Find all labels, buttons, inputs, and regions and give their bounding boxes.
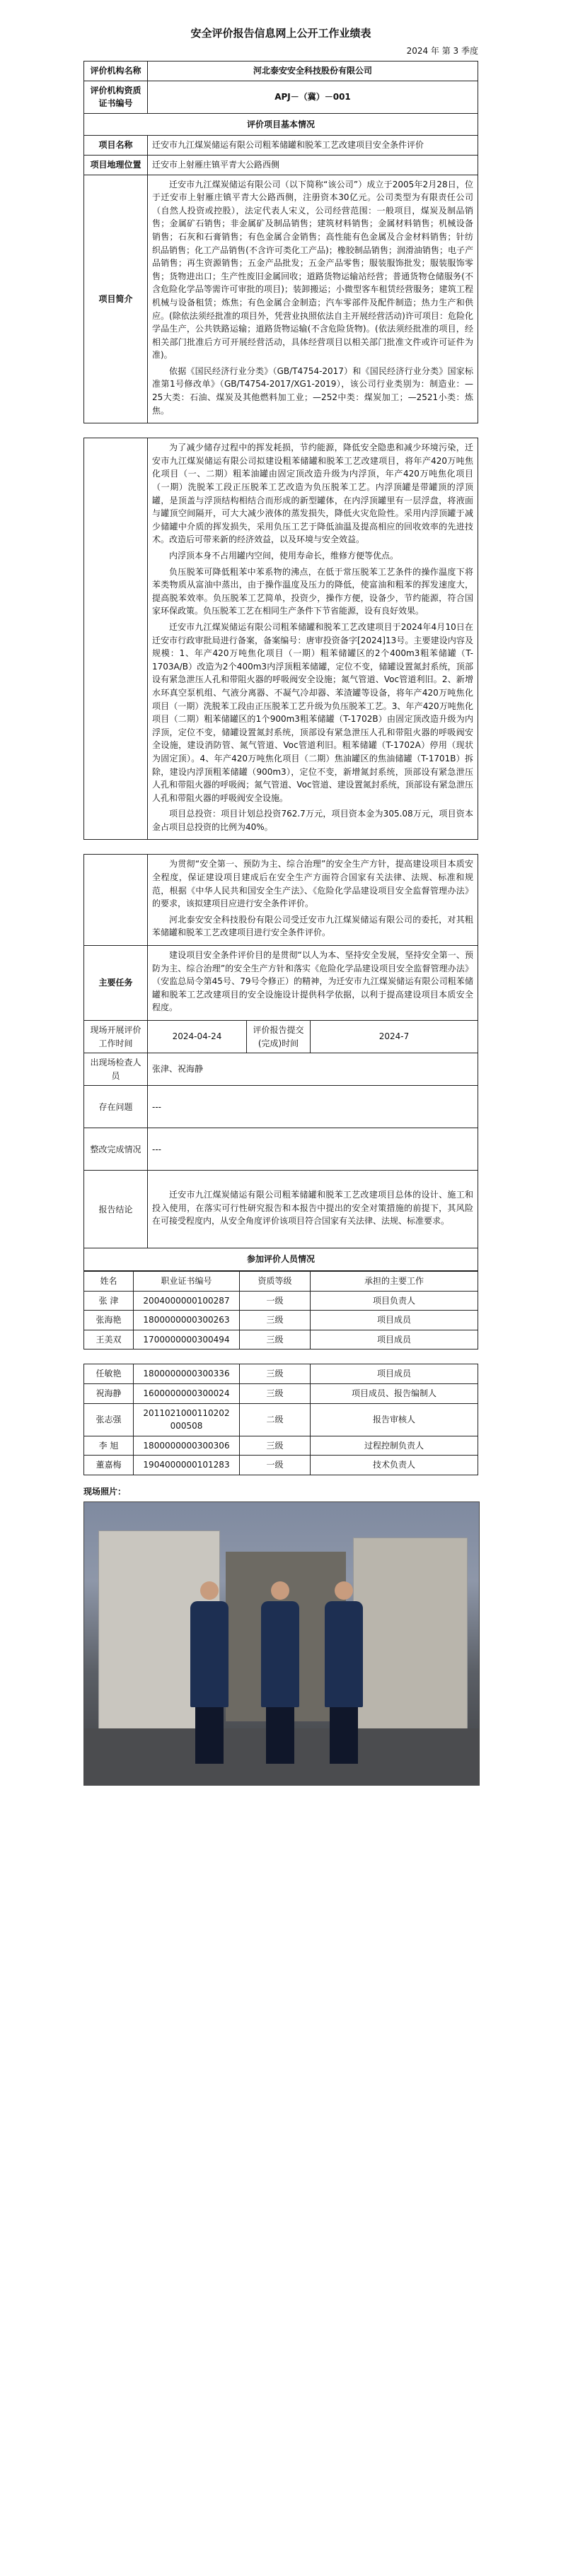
person-name: 任敏艳	[84, 1364, 134, 1384]
purpose-paragraph: 河北泰安安全科技股份有限公司受迁安市九江煤炭储运有限公司的委托，对其粗苯储罐和脱苯工艺改建项目进行安全条件评价。	[152, 914, 473, 938]
main-task-label: 主要任务	[84, 946, 148, 1021]
cert-number: 1600000000300024	[134, 1383, 240, 1403]
project-detail-paragraph: 为了减少储存过程中的挥发耗损，节约能源，降低安全隐患和减少环境污染，迁安市九江煤炭储运有限公司拟建设粗苯储罐和脱苯工艺改建项目，将年产420万吨焦化项目（一、二期）粗苯油罐由固定顶改造升级为内浮顶，年产420万吨焦化项目（一期）洗脱苯工段正压脱苯工艺改造为负压脱苯工艺。内浮顶罐是带罐顶的浮顶罐，是顶盖与浮顶结构相结合而形成的新型罐体，在内浮顶罐里有一层浮盘，将液面与罐顶空间隔开，可大大减少液体的蒸发损失，降低火灾危险性。采用内浮顶罐于减少储罐中介质的挥发损失，采用负压工艺于降低油温及提高相应的回收效率的先进技术。改造后可带来新的经济效益，以及环境与安全效益。	[152, 443, 473, 545]
main-work: 项目负责人	[311, 1291, 478, 1311]
col-header: 资质等级	[240, 1271, 311, 1291]
table-row	[84, 1364, 478, 1384]
project-detail-paragraph: 内浮顶本身不占用罐内空间，使用寿命长，维修方便等优点。	[169, 551, 399, 561]
qualification-level: 一级	[240, 1291, 311, 1311]
basic-section-title: 评价项目基本情况	[84, 113, 478, 136]
main-work: 项目成员	[311, 1311, 478, 1330]
photo-label: 现场照片：	[83, 1486, 127, 1497]
cert-number: 1800000000300336	[134, 1364, 240, 1384]
building-right	[353, 1538, 468, 1730]
work-time-label: 现场开展评价工作时间	[84, 1021, 148, 1053]
personnel-table-2	[83, 1364, 478, 1475]
cert-number: 1800000000300306	[134, 1436, 240, 1456]
purpose-cell	[148, 855, 478, 946]
person-name: 董嘉梅	[84, 1456, 134, 1475]
qualification-level: 三级	[240, 1311, 311, 1330]
cert-number: 1904000000101283	[134, 1456, 240, 1475]
cert-label: 评价机构资质证书编号	[84, 81, 148, 113]
main-work: 项目成员	[311, 1330, 478, 1350]
org-value: 河北泰安安全科技股份有限公司	[148, 62, 478, 81]
project-intro-paragraph: 依据《国民经济行业分类》（GB/T4754-2017）和《国民经济行业分类》国家标准第1号修改单》（GB/T4754-2017/XG1-2019），该公司行业类别为：制造业：—25大类：石油、煤炭及其他燃料加工业；—252中类：煤炭加工；—2521小类：炼焦。	[152, 365, 473, 416]
project-intro-label: 项目简介	[84, 175, 148, 423]
conclusion-label: 报告结论	[84, 1171, 148, 1248]
process-table	[83, 854, 478, 1271]
project-detail-label	[84, 438, 148, 840]
report-period: 2024 年 第 3 季度	[406, 46, 478, 56]
page-title: 安全评价报告信息网上公开工作业绩表	[190, 27, 371, 40]
cert-value: APJ－（冀）－001	[148, 81, 478, 113]
header-table	[83, 61, 478, 423]
conclusion-value: 迁安市九江煤炭储运有限公司粗苯储罐和脱苯工艺改建项目总体的设计、施工和投入使用，在落实可行性研究报告和本报告中提出的安全对策措施的前提下，其风险在可接受程度内，从安全角度评价该项目符合国家有关法律、法规、标准要求。	[148, 1171, 478, 1248]
col-header: 姓名	[84, 1271, 134, 1291]
org-label: 评价机构名称	[84, 62, 148, 81]
personnel-header-row	[84, 1271, 478, 1291]
person-figure-center	[261, 1581, 299, 1764]
project-intro-cell	[148, 175, 478, 423]
main-task-value: 建设项目安全条件评价目的是贯彻“以人为本、坚持安全发展，坚持安全第一、预防为主、综合治理”的安全生产方针和落实《危险化学品建设项目安全监督管理办法》（安监总局令第45号、79号令修正）的精神，为迁安市九江煤炭储运有限公司粗苯储罐和脱苯工艺改建项目的安全设施设计提供科学依据，以利于提高建设项目本质安全程度。	[148, 946, 478, 1021]
purpose-paragraph: 为贯彻“安全第一、预防为主、综合治理”的安全生产方针，提高建设项目本质安全程度，保证建设项目建成后在安全生产方面符合国家有关法律、法规、标准和规范，根据《中华人民共和国安全生产法》、《危险化学品建设项目安全监督管理办法》的要求，该拟建项目应进行安全条件评价。	[152, 859, 473, 909]
project-address-label: 项目地理位置	[84, 155, 148, 175]
project-detail-table	[83, 438, 478, 840]
person-name: 张 津	[84, 1291, 134, 1311]
project-detail-cell	[148, 438, 478, 840]
cert-number: 2004000000100287	[134, 1291, 240, 1311]
person-name: 张志强	[84, 1403, 134, 1436]
table-row	[84, 1330, 478, 1350]
table-row	[84, 1311, 478, 1330]
table-row	[84, 1456, 478, 1475]
qualification-level: 三级	[240, 1436, 311, 1456]
qualification-level: 三级	[240, 1330, 311, 1350]
project-detail-paragraph: 项目总投资：项目计划总投资762.7万元，项目资本金为305.08万元，项目资本金占项目总投资的比例为40%。	[152, 809, 473, 832]
person-name: 王美双	[84, 1330, 134, 1350]
qualification-level: 二级	[240, 1403, 311, 1436]
person-name: 李 旭	[84, 1436, 134, 1456]
inspection-staff-label: 出现场检查人员	[84, 1053, 148, 1086]
project-intro-paragraph: 迁安市九江煤炭储运有限公司（以下简称“该公司”）成立于2005年2月28日，位于迁安市上射雁庄镇平青大公路西侧，注册资本30亿元。公司类型为有限责任公司（自然人投资或控股），法定代表人宋义，公司经营范围：一般项目，煤炭及制品销售；金属矿石销售；非金属矿及制品销售；建筑材料销售；金属材料销售；机械设备销售；石灰和石膏销售；有色金属合金销售；高性能有色金属及合金材料销售；针纺织品销售；化工产品销售(不含许可类化工产品)；橡胶制品销售；润滑油销售；电子产品销售；再生资源销售；五金产品批发；五金产品零售；服装服饰批发；服装服饰零售；货物进出口；生产性废旧金属回收；道路货物运输站经营；普通货物仓储服务(不含危险化学品等需许可审批的项目)；装卸搬运；小微型客车租赁经营服务；建筑工程机械与设备租赁；炼焦；有色金属合金制造；汽车零部件及配件制造；热力生产和供应。(除依法须经批准的项目外，凭营业执照依法自主开展经营活动)许可项目：危险化学品生产，公共铁路运输；道路货物运输(不含危险货物)。(依法须经批准的项目，经相关部门批准后方可开展经营活动，具体经营项目以相关部门批准文件或许可证件为准)。	[152, 179, 473, 361]
purpose-label	[84, 855, 148, 946]
project-detail-paragraph: 负压脱苯可降低粗苯中苯系物的沸点，在低于常压脱苯工艺条件的操作温度下将苯类物质从富油中蒸出，由于操作温度及压力的降低，使富油和粗苯的挥发速度大，提高脱苯效率。负压脱苯工艺简单，投资少，操作方便，设备少，节约能源，符合国家环保政策。负压脱苯工艺在相同生产条件下节省能源，设有良好效果。	[152, 566, 473, 616]
submit-time-value: 2024-7	[311, 1021, 478, 1053]
personnel-table-1	[83, 1271, 478, 1350]
submit-time-label: 评价报告提交(完成)时间	[247, 1021, 311, 1053]
person-name: 祝海静	[84, 1383, 134, 1403]
rectification-label: 整改完成情况	[84, 1128, 148, 1171]
main-work: 报告审核人	[311, 1403, 478, 1436]
cert-number: 2011021000110202 000508	[134, 1403, 240, 1436]
table-row	[84, 1291, 478, 1311]
site-photo	[83, 1501, 480, 1786]
qualification-level: 一级	[240, 1456, 311, 1475]
project-name-label: 项目名称	[84, 136, 148, 156]
person-figure-left	[190, 1581, 229, 1764]
personnel-section-title: 参加评价人员情况	[84, 1248, 478, 1271]
col-header: 承担的主要工作	[311, 1271, 478, 1291]
main-work: 项目成员、报告编制人	[311, 1383, 478, 1403]
qualification-level: 三级	[240, 1383, 311, 1403]
work-time-value: 2024-04-24	[148, 1021, 247, 1053]
table-row	[84, 1383, 478, 1403]
issues-value: ---	[148, 1086, 478, 1128]
qualification-level: 三级	[240, 1364, 311, 1384]
table-row	[84, 1436, 478, 1456]
report-page	[83, 25, 478, 1786]
cert-number: 1700000000300494	[134, 1330, 240, 1350]
rectification-value: ---	[148, 1128, 478, 1171]
main-work: 过程控制负责人	[311, 1436, 478, 1456]
project-name-value: 迁安市九江煤炭储运有限公司粗苯储罐和脱苯工艺改建项目安全条件评价	[148, 136, 478, 156]
inspection-staff-value: 张津、祝海静	[148, 1053, 478, 1086]
project-address-value: 迁安市上射雁庄镇平青大公路西侧	[148, 155, 478, 175]
main-work: 技术负责人	[311, 1456, 478, 1475]
issues-label: 存在问题	[84, 1086, 148, 1128]
col-header: 职业证书编号	[134, 1271, 240, 1291]
main-work: 项目成员	[311, 1364, 478, 1384]
person-figure-right	[325, 1581, 363, 1764]
table-row	[84, 1403, 478, 1436]
cert-number: 1800000000300263	[134, 1311, 240, 1330]
project-detail-paragraph: 迁安市九江煤炭储运有限公司粗苯储罐和脱苯工艺改建项目于2024年4月10日在迁安市行政审批局进行备案，备案编号：唐审投资备字[2024]13号。主要建设内容及规模：1、年产420万吨焦化项目（一期）粗苯储罐区的2个400m3粗苯储罐（T-1703A/B）改造为2个400m3内浮顶粗苯储罐，定位不变，储罐设置氮封系统，顶部设有紧急泄压人孔和带阻火器的呼吸阀安全设施；氮气管道、Voc管道利旧。2、新增水环真空泵机组、气液分离器、不凝气冷却器、苯渣罐等设备，将年产420万吨焦化项目（一期）洗脱苯工段由正压脱苯工艺升级为负压脱苯工艺。3、年产420万吨焦化项目（二期）粗苯储罐区的1个900m3粗苯储罐（T-1702B）由固定顶改造升级为内浮顶，定位不变，储罐设置氮封系统，顶部设有紧急泄压人孔和带阻火器的呼吸阀安全设施，建设消防管、氮气管道、Voc管道利旧。粗苯储罐（T-1702A）停用（现状为固定顶）。4、年产420万吨焦化项目（二期）焦油罐区的焦油储罐（T-1701B）拆除，建设内浮顶粗苯储罐（900m3），定位不变，新增氮封系统，顶部设有紧急泄压人孔和带阻火器的呼吸阀；氮气管道、Voc管道、建设置氮封系统，顶部设有紧急泄压人孔和带阻火器的呼吸阀安全设施。	[152, 621, 473, 803]
person-name: 张海艳	[84, 1311, 134, 1330]
